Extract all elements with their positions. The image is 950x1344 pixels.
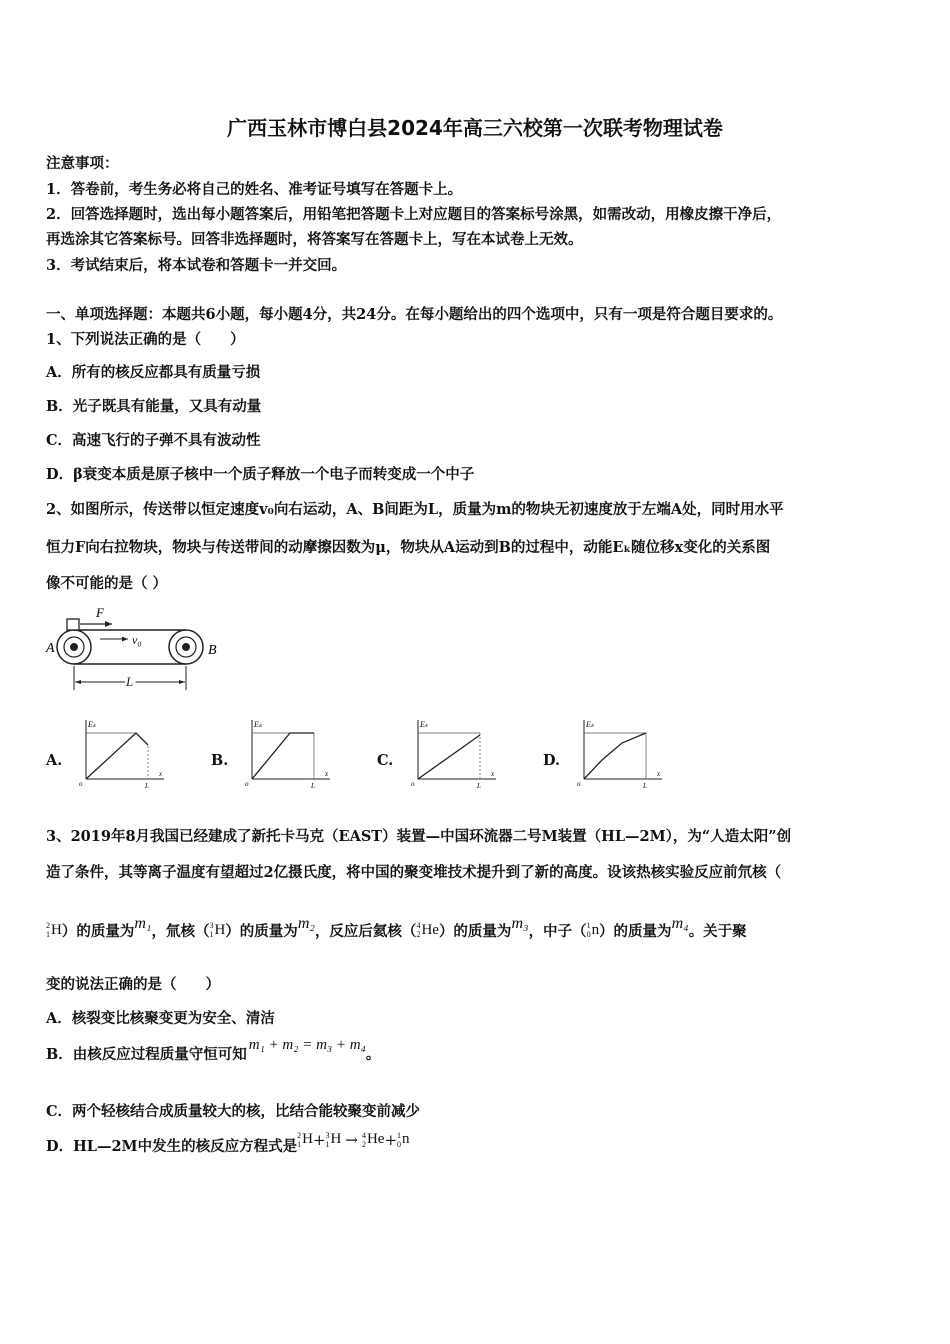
svg-text:o: o (245, 780, 249, 788)
q2-choice-a-label: A. (46, 752, 63, 769)
svg-text:Eₖ: Eₖ (586, 720, 595, 729)
svg-text:x: x (491, 770, 495, 778)
graph-b (240, 716, 334, 792)
q2-choice-b-label: B. (211, 752, 229, 769)
q3-stem-line1: 3、2019年8月我国已经建成了新托卡马克（EAST）装置—中国环流器二号M装置（HL—2M），为“人造太阳”创 (46, 828, 792, 845)
svg-text:Eₖ: Eₖ (88, 720, 97, 729)
mass-m4: m₄ (671, 915, 689, 932)
deuteron-symbol: 2 1 H (46, 921, 62, 939)
velocity-label: v₀ (132, 633, 142, 647)
graph-c-curve (418, 735, 480, 779)
notice-item-2-cont: 再选涂其它答案标号。回答非选择题时，将答案写在答题卡上，写在本试卷上无效。 (46, 231, 583, 248)
graph-d-curve (584, 733, 646, 779)
svg-text:L: L (477, 782, 481, 790)
q1-option-d: D．β衰变本质是原子核中一个质子释放一个电子而转变成一个中子 (46, 466, 475, 483)
block (67, 619, 79, 630)
svg-text:L: L (145, 782, 149, 790)
arrow-icon: → (345, 1130, 358, 1149)
q2-choice-c-label: C. (377, 752, 394, 769)
q2-stem-line2: 恒力F向右拉物块，物块与传送带间的动摩擦因数为μ，物块从A运动到B的过程中，动能Eₖ随位移x变化的关系图 (46, 539, 771, 556)
q1-option-a: A．所有的核反应都具有质量亏损 (46, 364, 261, 381)
point-b-label: B (208, 643, 217, 658)
q2-stem-line3: 像不可能的是（ ） (46, 575, 168, 592)
notice-item-2: 2．回答选择题时，选出每小题答案后，用铅笔把答题卡上对应题目的答案标号涂黑，如需改动，用橡皮擦干净后， (46, 206, 782, 223)
q3-stem-line3: 2 1 H ）的质量为 m₁ ，氚核（ 3 1 H ）的质量为 m₂ ，反应后氦核（ 4 2 He ）的质量为 m₃ ，中子（ 1 0 n ）的质量为 m₄ 。关于聚 (46, 915, 747, 940)
q3-option-b: B．由核反应过程质量守恒可知 m₁ + m₂ = m₃ + m₄ 。 (46, 1037, 381, 1063)
page-title: 广西玉林市博白县2024年高三六校第一次联考物理试卷 (227, 116, 723, 140)
reaction-equation: 2 1 H + 3 1 H → 4 2 He + 1 0 n (297, 1130, 410, 1149)
graph-a-curve (86, 733, 148, 779)
svg-text:o: o (577, 780, 581, 788)
notice-item-1: 1．答卷前，考生务必将自己的姓名、准考证号填写在答题卡上。 (46, 181, 463, 198)
mass-m2: m₂ (297, 915, 315, 932)
q3-stem-line4: 变的说法正确的是（ ） (46, 976, 220, 993)
graph-b-curve (252, 733, 314, 779)
q3-option-d: D．HL—2M中发生的核反应方程式是 2 1 H + 3 1 H → 4 2 He + 1 0 n (46, 1130, 410, 1155)
notice-item-3: 3．考试结束后，将本试卷和答题卡一并交回。 (46, 257, 347, 274)
q2-stem-line1: 2、如图所示，传送带以恒定速度v₀向右运动，A、B间距为L，质量为m的物块无初速度放于左端A处，同时用水平 (46, 501, 784, 518)
conveyor-belt-figure (40, 602, 240, 694)
length-label: L (126, 674, 134, 689)
mass-m3: m₃ (511, 915, 529, 932)
svg-text:L: L (311, 782, 315, 790)
left-roller (57, 630, 91, 664)
svg-text:L: L (643, 782, 647, 790)
right-roller (169, 630, 203, 664)
force-label: F (96, 605, 104, 620)
svg-text:o: o (411, 780, 415, 788)
graph-a (74, 716, 168, 792)
q1-stem: 1、下列说法正确的是（ ） (46, 331, 245, 348)
q3-option-a: A．核裂变比核聚变更为安全、清洁 (46, 1010, 275, 1027)
svg-text:x: x (159, 770, 163, 778)
helium-symbol: 4 2 He (416, 921, 439, 939)
graph-c (406, 716, 500, 792)
mass-m1: m₁ (134, 915, 152, 932)
section-heading: 一、单项选择题：本题共6小题，每小题4分，共24分。在每小题给出的四个选项中，只有一项是符合题目要求的。 (46, 306, 783, 323)
neutron-symbol: 1 0 n (586, 921, 600, 939)
svg-text:Eₖ: Eₖ (420, 720, 429, 729)
svg-text:o: o (79, 780, 83, 788)
q1-option-c: C．高速飞行的子弹不具有波动性 (46, 432, 261, 449)
point-a-label: A (46, 641, 55, 656)
mass-equation: m₁ + m₂ = m₃ + m₄ (248, 1037, 366, 1053)
q2-choice-d-label: D. (543, 752, 561, 769)
q3-option-c: C．两个轻核结合成质量较大的核，比结合能较聚变前减少 (46, 1103, 421, 1120)
svg-text:x: x (657, 770, 661, 778)
triton-symbol: 3 1 H (209, 921, 226, 939)
svg-text:x: x (325, 770, 329, 778)
notice-heading: 注意事项： (46, 155, 119, 172)
svg-text:Eₖ: Eₖ (254, 720, 263, 729)
q3-stem-line2: 造了条件，其等离子温度有望超过2亿摄氏度，将中国的聚变堆技术提升到了新的高度。设该热核实验反应前氘核（ (46, 864, 782, 881)
graph-d (572, 716, 666, 792)
q1-option-b: B．光子既具有能量，又具有动量 (46, 398, 262, 415)
